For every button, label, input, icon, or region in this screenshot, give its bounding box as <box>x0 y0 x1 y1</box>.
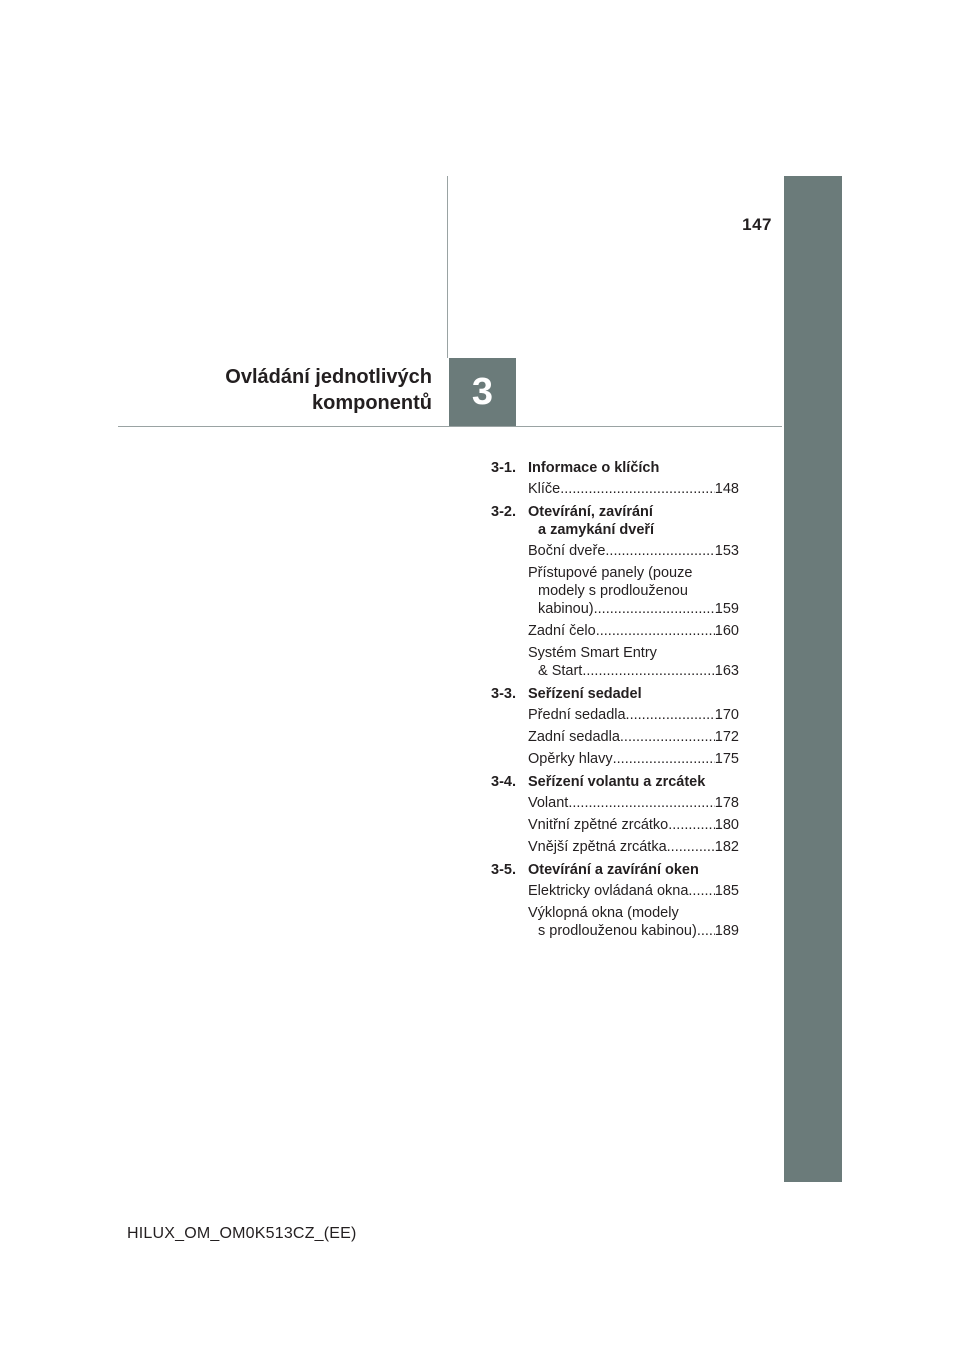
toc-entry[interactable] <box>528 564 739 618</box>
toc-section-3-2[interactable] <box>491 503 739 539</box>
table-of-contents <box>491 459 739 940</box>
leader-dots <box>697 922 715 940</box>
page-number: 147 <box>742 215 772 234</box>
leader-dots <box>596 622 715 640</box>
toc-entry[interactable] <box>528 622 739 640</box>
entry-title-line2: modely s prodlouženou <box>538 583 688 599</box>
entry-title-line1: Přístupové panely (pouze <box>528 565 693 581</box>
toc-entry[interactable] <box>528 728 739 746</box>
toc-entry[interactable] <box>528 706 739 724</box>
entry-title-line1: Výklopná okna (modely <box>528 905 679 921</box>
entry-title: s prodlouženou kabinou) <box>538 923 697 939</box>
entry-title: Boční dveře <box>528 543 606 559</box>
section-title: Seřízení volantu a zrcátek <box>528 774 706 790</box>
vertical-divider <box>447 176 448 358</box>
section-number: 3-5. <box>491 862 516 878</box>
entry-title: Elektricky ovládaná okna <box>528 883 689 899</box>
chapter-side-tab <box>784 176 842 1182</box>
entry-page: 148 <box>714 481 739 497</box>
entry-title: Přední sedadla <box>528 707 626 723</box>
leader-dots <box>688 882 714 900</box>
entry-title-line1: Systém Smart Entry <box>528 645 657 661</box>
section-number: 3-2. <box>491 504 516 520</box>
section-title: Otevírání, zavírání <box>528 504 653 520</box>
toc-section-3-4[interactable] <box>491 773 739 791</box>
leader-dots <box>568 794 714 812</box>
entry-title: Vnitřní zpětné zrcátko <box>528 817 669 833</box>
chapter-title-line1: Ovládání jednotlivých <box>225 366 432 388</box>
toc-entry[interactable] <box>528 750 739 768</box>
chapter-number-box: 3 <box>449 358 516 426</box>
section-title: Otevírání a zavírání oken <box>528 862 699 878</box>
toc-section-3-5[interactable] <box>491 861 739 879</box>
section-title: Seřízení sedadel <box>528 686 642 702</box>
entry-page: 182 <box>714 839 739 855</box>
leader-dots <box>667 838 715 856</box>
section-number: 3-1. <box>491 460 516 476</box>
toc-entry[interactable] <box>528 838 739 856</box>
toc-section-3-3[interactable] <box>491 685 739 703</box>
toc-entry[interactable] <box>528 480 739 498</box>
leader-dots <box>582 662 714 680</box>
toc-entry[interactable] <box>528 904 739 940</box>
document-footer-code: HILUX_OM_OM0K513CZ_(EE) <box>127 1225 357 1242</box>
section-title-cont: a zamykání dveří <box>538 522 655 538</box>
toc-entry[interactable] <box>528 542 739 560</box>
leader-dots <box>594 600 715 618</box>
entry-page: 178 <box>714 795 739 811</box>
horizontal-divider <box>118 426 782 427</box>
leader-dots <box>626 706 715 724</box>
entry-page: 180 <box>714 817 739 833</box>
chapter-title-line2: komponentů <box>312 392 432 414</box>
entry-page: 170 <box>714 707 739 723</box>
entry-title: & Start <box>538 663 583 679</box>
entry-title: Zadní sedadla <box>528 729 620 745</box>
toc-entry[interactable] <box>528 816 739 834</box>
entry-page: 160 <box>714 623 739 639</box>
section-title: Informace o klíčích <box>528 460 660 476</box>
leader-dots <box>668 816 715 834</box>
toc-entry[interactable] <box>528 644 739 680</box>
section-number: 3-4. <box>491 774 516 790</box>
toc-section-3-1[interactable] <box>491 459 739 477</box>
entry-title: Zadní čelo <box>528 623 596 639</box>
toc-entry[interactable] <box>528 882 739 900</box>
entry-title: Vnější zpětná zrcátka <box>528 839 667 855</box>
toc-entry[interactable] <box>528 794 739 812</box>
entry-title: Opěrky hlavy <box>528 751 613 767</box>
chapter-title <box>150 364 432 416</box>
entry-page: 159 <box>714 601 739 617</box>
leader-dots <box>560 480 715 498</box>
entry-page: 175 <box>714 751 739 767</box>
entry-title: Volant <box>528 795 569 811</box>
section-number: 3-3. <box>491 686 516 702</box>
entry-title: Klíče <box>528 481 561 497</box>
leader-dots <box>613 750 715 768</box>
leader-dots <box>620 728 715 746</box>
entry-page: 153 <box>714 543 739 559</box>
entry-page: 189 <box>714 923 739 939</box>
leader-dots <box>605 542 714 560</box>
entry-title: kabinou) <box>538 601 594 617</box>
entry-page: 163 <box>714 663 739 679</box>
entry-page: 185 <box>714 883 739 899</box>
entry-page: 172 <box>714 729 739 745</box>
